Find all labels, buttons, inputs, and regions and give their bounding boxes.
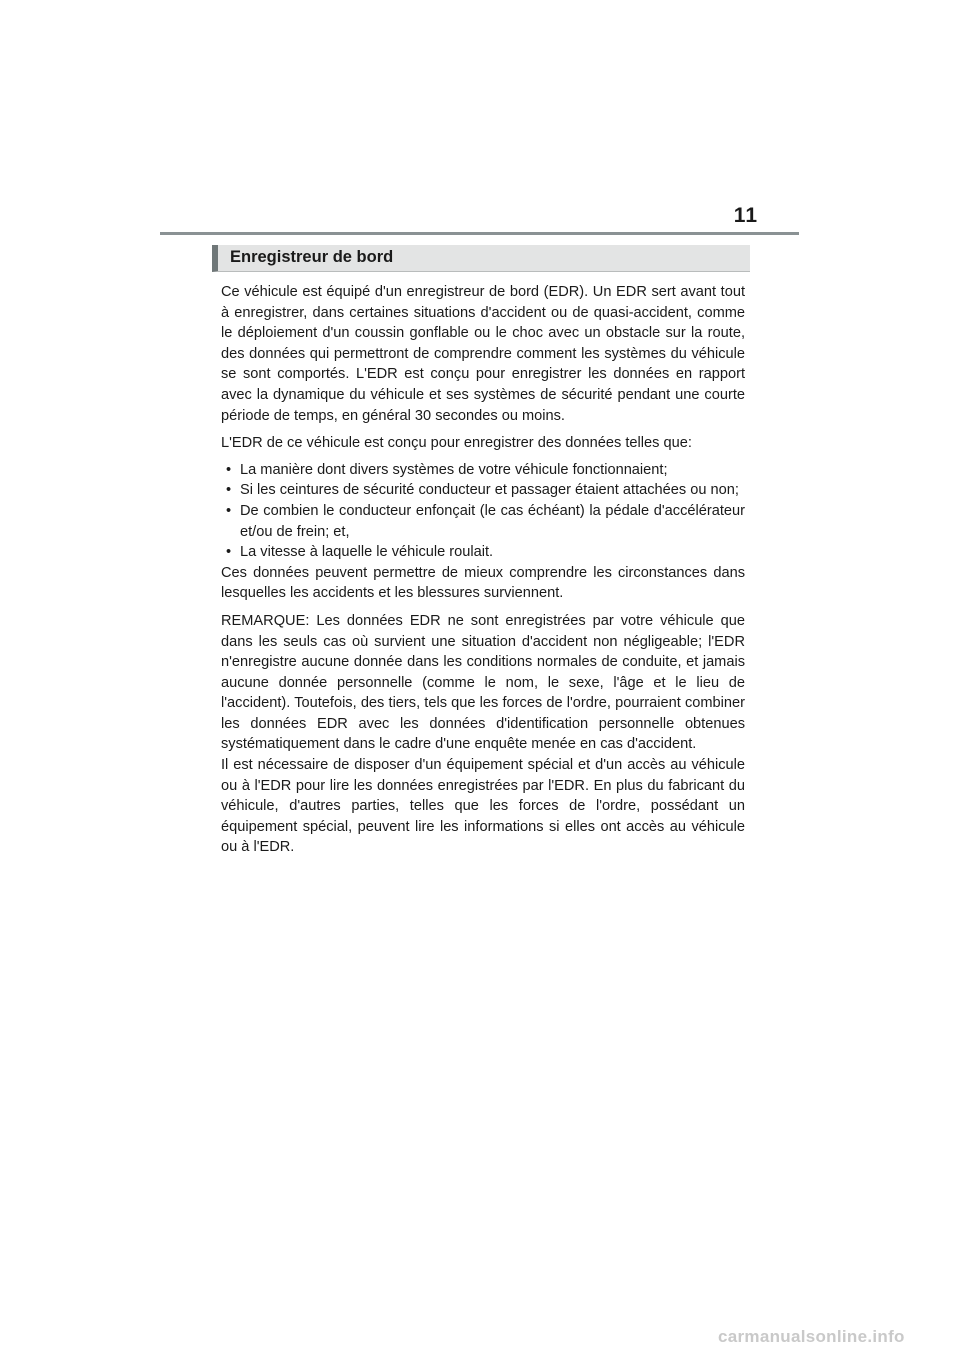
bullet-marker: • <box>226 544 232 561</box>
watermark: carmanualsonline.info <box>718 1327 905 1346</box>
bullet-marker: • <box>226 482 232 499</box>
bullet-marker: • <box>226 461 232 478</box>
after-list-paragraph: Ces données peuvent permettre de mieux comprendre les circonstances dans lesquelles les accidents et les blessures surviennent. <box>221 564 745 602</box>
remark-paragraph: REMARQUE: Les données EDR ne sont enregistrées par votre véhicule que dans les seuls cas où survient une situation d'accident non négligeable; l'EDR n'enregistre aucune donnée dans les conditions normales de conduite, et jamais aucune donnée personnelle (comme le nom, le sexe, l'âge et le lieu de l'accident). Toutefois, des tiers, tels que les forces de l'ordre, pourraient combiner les données EDR avec les données d'identification personnelle obtenues systématiquement dans le cadre d'une enquête menée en cas d'accident. <box>221 612 745 753</box>
page-number: 11 <box>733 204 758 227</box>
list-item <box>221 480 745 501</box>
section-title: Enregistreur de bord <box>230 248 394 266</box>
section-header <box>212 245 750 272</box>
list-item-text: La vitesse à laquelle le véhicule roulait. <box>240 544 494 561</box>
list-item <box>221 501 745 542</box>
top-rule <box>160 232 799 235</box>
lead-paragraph: L'EDR de ce véhicule est conçu pour enregistrer des données telles que: <box>221 435 692 452</box>
list-item-text: De combien le conducteur enfonçait (le cas échéant) la pédale d'accélérateur et/ou de frein; et, <box>240 502 745 540</box>
list-item <box>221 542 745 563</box>
content-body <box>221 282 745 858</box>
bullet-marker: • <box>226 502 232 519</box>
list-item-text: Si les ceintures de sécurité conducteur et passager étaient attachées ou non; <box>240 482 739 499</box>
data-list <box>221 460 745 563</box>
intro-paragraph: Ce véhicule est équipé d'un enregistreur de bord (EDR). Un EDR sert avant tout à enregistrer, dans certaines situations d'accident ou de quasi-accident, comme le déploiement d'un coussin gonflable ou le choc avec un obstacle sur la route, des données qui permettront de comprendre comment les systèmes du véhicule se sont comportés. L'EDR est conçu pour enregistrer les données en rapport avec la dynamique du véhicule et ses systèmes de sécurité pendant une courte période de temps, en général 30 secondes ou moins. <box>221 284 745 424</box>
access-paragraph: Il est nécessaire de disposer d'un équipement spécial et d'un accès au véhicule ou à l'EDR pour lire les données enregistrées par l'EDR. En plus du fabricant du véhicule, d'autres parties, telles que les forces de l'ordre, possédant un équipement spécial, peuvent lire les informations si elles ont accès au véhicule ou à l'EDR. <box>221 757 745 856</box>
list-item <box>221 460 745 481</box>
list-item-text: La manière dont divers systèmes de votre véhicule fonctionnaient; <box>240 461 668 478</box>
